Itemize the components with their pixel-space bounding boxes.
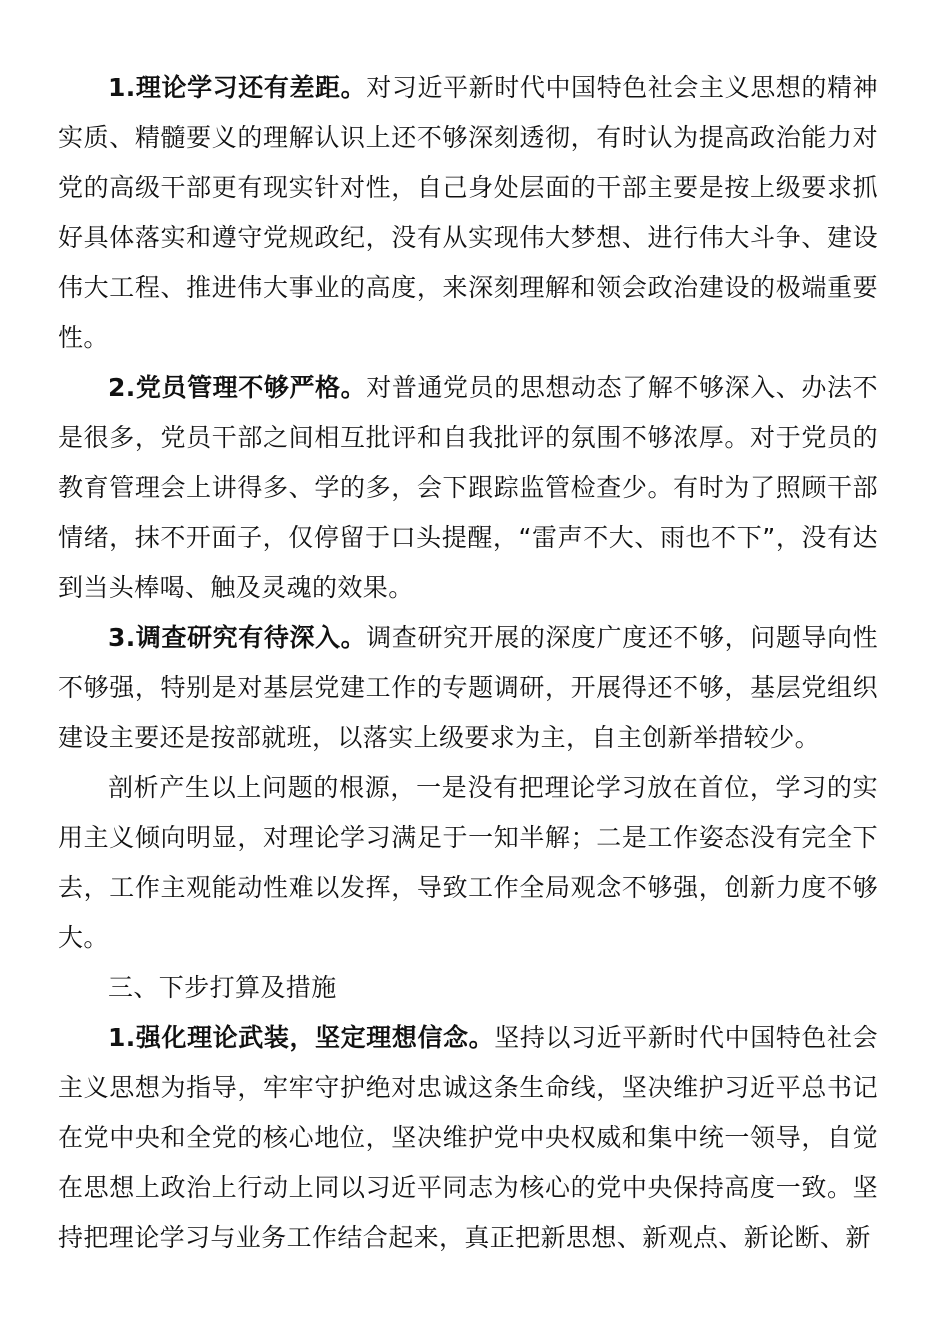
paragraph-measure-theory <box>58 1013 878 1263</box>
section-heading: 三、下步打算及措施 <box>108 973 337 1002</box>
paragraph-body: 对普通党员的思想动态了解不够深入、办法不是很多，党员干部之间相互批评和自我批评的氛围不够浓厚。对于党员的教育管理会上讲得多、学的多，会下跟踪监管检查少。有时为了照顾干部情绪，抹不开面子，仅停留于口头提醒，“雷声不大、雨也不下”，没有达到当头棒喝、触及灵魂的效果。 <box>58 373 878 602</box>
paragraph-theory-study <box>58 63 878 363</box>
paragraph-body: 坚持以习近平新时代中国特色社会主义思想为指导，牢牢守护绝对忠诚这条生命线，坚决维护习近平总书记在党中央和全党的核心地位，坚决维护党中央权威和集中统一领导，自觉在思想上政治上行动上同以习近平同志为核心的党中央保持高度一致。坚持把理论学习与业务工作结合起来，真正把新思想、新观点、新论断、新 <box>58 1023 878 1252</box>
paragraph-lead: 3.调查研究有待深入。 <box>108 623 367 652</box>
paragraph-lead: 1.理论学习还有差距。 <box>108 73 367 102</box>
paragraph-body: 调查研究开展的深度广度还不够，问题导向性不够强，特别是对基层党建工作的专题调研，开展得还不够，基层党组织建设主要还是按部就班，以落实上级要求为主，自主创新举措较少。 <box>58 623 878 752</box>
document-page <box>58 63 878 1263</box>
paragraph-research <box>58 613 878 763</box>
paragraph-body: 剖析产生以上问题的根源，一是没有把理论学习放在首位，学习的实用主义倾向明显，对理论学习满足于一知半解；二是工作姿态没有完全下去，工作主观能动性难以发挥，导致工作全局观念不够强，创新力度不够大。 <box>58 773 878 952</box>
paragraph-member-management <box>58 363 878 613</box>
paragraph-root-cause <box>58 763 878 963</box>
paragraph-lead: 1.强化理论武装，坚定理想信念。 <box>108 1023 495 1052</box>
paragraph-lead: 2.党员管理不够严格。 <box>108 373 367 402</box>
paragraph-body: 对习近平新时代中国特色社会主义思想的精神实质、精髓要义的理解认识上还不够深刻透彻，有时认为提高政治能力对党的高级干部更有现实针对性，自己身处层面的干部主要是按上级要求抓好具体落实和遵守党规政纪，没有从实现伟大梦想、进行伟大斗争、建设伟大工程、推进伟大事业的高度，来深刻理解和领会政治建设的极端重要性。 <box>58 73 878 352</box>
